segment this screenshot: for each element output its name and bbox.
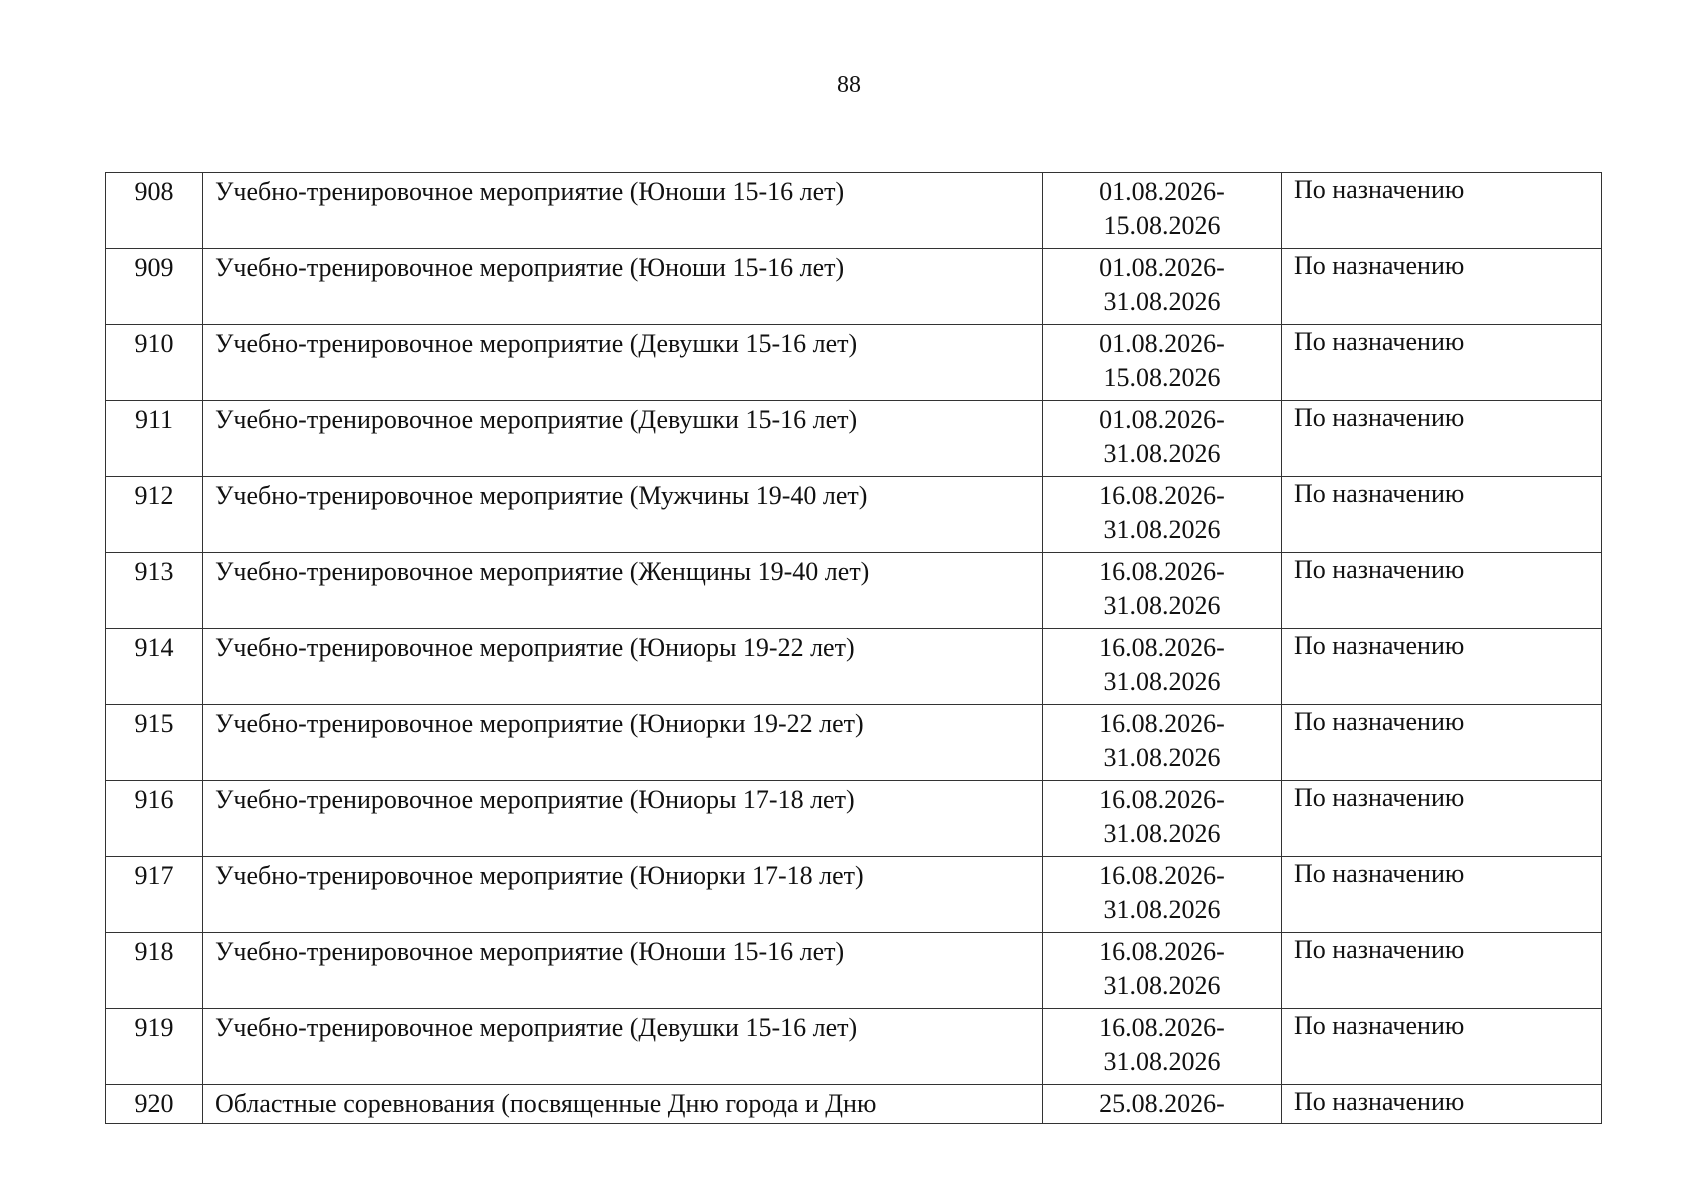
date-end: 31.08.2026 [1103, 287, 1221, 316]
table-row [106, 401, 1602, 477]
date-start: 16.08.2026- [1099, 481, 1225, 510]
date-start: 01.08.2026- [1099, 405, 1225, 434]
event-dates [1043, 249, 1282, 325]
table-row [106, 629, 1602, 705]
events-table [105, 172, 1602, 1124]
event-place: По назначению [1282, 933, 1602, 1009]
date-start: 25.08.2026- [1099, 1089, 1225, 1118]
events-table-body [106, 173, 1602, 1124]
table-row [106, 1009, 1602, 1085]
event-dates [1043, 477, 1282, 553]
date-start: 16.08.2026- [1099, 785, 1225, 814]
event-name: Областные соревнования (посвященные Дню города и Дню [203, 1085, 1043, 1124]
table-row [106, 705, 1602, 781]
table-row [106, 1085, 1602, 1124]
date-end: 15.08.2026 [1103, 363, 1221, 392]
date-end: 15.08.2026 [1103, 211, 1221, 240]
table-row [106, 325, 1602, 401]
event-place: По назначению [1282, 553, 1602, 629]
event-name: Учебно-тренировочное мероприятие (Женщины 19-40 лет) [203, 553, 1043, 629]
event-place: По назначению [1282, 629, 1602, 705]
row-number: 908 [106, 173, 203, 249]
row-number: 912 [106, 477, 203, 553]
event-name: Учебно-тренировочное мероприятие (Юноши 15-16 лет) [203, 249, 1043, 325]
table-row [106, 477, 1602, 553]
row-number: 916 [106, 781, 203, 857]
row-number: 915 [106, 705, 203, 781]
event-name: Учебно-тренировочное мероприятие (Юниоры 17-18 лет) [203, 781, 1043, 857]
table-row [106, 933, 1602, 1009]
date-start: 01.08.2026- [1099, 253, 1225, 282]
date-end: 31.08.2026 [1103, 743, 1221, 772]
event-name: Учебно-тренировочное мероприятие (Девушки 15-16 лет) [203, 401, 1043, 477]
event-name: Учебно-тренировочное мероприятие (Девушки 15-16 лет) [203, 1009, 1043, 1085]
event-dates [1043, 173, 1282, 249]
table-row [106, 249, 1602, 325]
event-place: По назначению [1282, 173, 1602, 249]
event-dates [1043, 629, 1282, 705]
table-row [106, 857, 1602, 933]
row-number: 914 [106, 629, 203, 705]
event-place: По назначению [1282, 857, 1602, 933]
event-name: Учебно-тренировочное мероприятие (Юниоры 19-22 лет) [203, 629, 1043, 705]
date-end: 31.08.2026 [1103, 1047, 1221, 1076]
event-dates [1043, 401, 1282, 477]
event-name: Учебно-тренировочное мероприятие (Мужчины 19-40 лет) [203, 477, 1043, 553]
table-row [106, 781, 1602, 857]
row-number: 913 [106, 553, 203, 629]
date-start: 16.08.2026- [1099, 633, 1225, 662]
page-number: 88 [837, 72, 861, 98]
table-row [106, 553, 1602, 629]
event-dates [1043, 553, 1282, 629]
event-name: Учебно-тренировочное мероприятие (Юниорки 19-22 лет) [203, 705, 1043, 781]
date-start: 16.08.2026- [1099, 1013, 1225, 1042]
event-place: По назначению [1282, 705, 1602, 781]
event-name: Учебно-тренировочное мероприятие (Юноши 15-16 лет) [203, 173, 1043, 249]
date-start: 16.08.2026- [1099, 861, 1225, 890]
date-end: 31.08.2026 [1103, 971, 1221, 1000]
date-end: 31.08.2026 [1103, 667, 1221, 696]
date-start: 01.08.2026- [1099, 177, 1225, 206]
event-place: По назначению [1282, 1085, 1602, 1124]
row-number: 919 [106, 1009, 203, 1085]
date-end: 31.08.2026 [1103, 591, 1221, 620]
event-place: По назначению [1282, 325, 1602, 401]
event-place: По назначению [1282, 401, 1602, 477]
row-number: 909 [106, 249, 203, 325]
date-end: 31.08.2026 [1103, 895, 1221, 924]
date-end: 31.08.2026 [1103, 819, 1221, 848]
event-place: По назначению [1282, 781, 1602, 857]
event-name: Учебно-тренировочное мероприятие (Юниорки 17-18 лет) [203, 857, 1043, 933]
date-start: 16.08.2026- [1099, 709, 1225, 738]
event-dates [1043, 325, 1282, 401]
table-row [106, 173, 1602, 249]
event-place: По назначению [1282, 477, 1602, 553]
event-dates [1043, 857, 1282, 933]
event-dates [1043, 781, 1282, 857]
event-dates [1043, 1009, 1282, 1085]
row-number: 917 [106, 857, 203, 933]
date-end: 31.08.2026 [1103, 439, 1221, 468]
row-number: 920 [106, 1085, 203, 1124]
row-number: 918 [106, 933, 203, 1009]
date-start: 01.08.2026- [1099, 329, 1225, 358]
event-place: По назначению [1282, 249, 1602, 325]
date-end: 31.08.2026 [1103, 515, 1221, 544]
event-dates [1043, 933, 1282, 1009]
event-place: По назначению [1282, 1009, 1602, 1085]
event-dates [1043, 705, 1282, 781]
row-number: 911 [106, 401, 203, 477]
event-name: Учебно-тренировочное мероприятие (Девушки 15-16 лет) [203, 325, 1043, 401]
row-number: 910 [106, 325, 203, 401]
date-start: 16.08.2026- [1099, 557, 1225, 586]
event-dates [1043, 1085, 1282, 1124]
event-name: Учебно-тренировочное мероприятие (Юноши 15-16 лет) [203, 933, 1043, 1009]
date-start: 16.08.2026- [1099, 937, 1225, 966]
